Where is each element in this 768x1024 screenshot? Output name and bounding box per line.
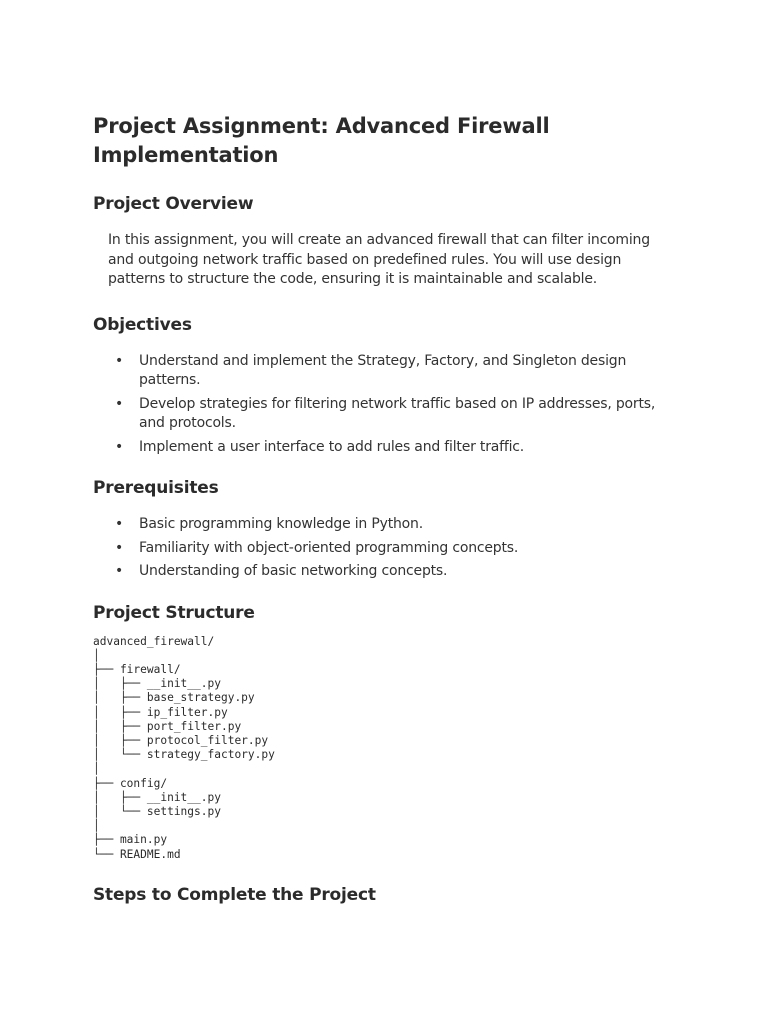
list-item	[93, 539, 658, 559]
structure-heading: Project Structure	[93, 602, 255, 623]
list-item-text: Familiarity with object-oriented programming concepts.	[139, 539, 519, 556]
project-tree: advanced_firewall/ │ ├── firewall/ │ ├── __init__.py │ ├── base_strategy.py │ ├── ip_filter.py │ ├── port_filter.py │ ├── protocol_filter.py │ └── strategy_factory.py │ ├── config/ │ ├── __init__.py │ └── settings.py │ ├── main.py └── README.md	[93, 634, 275, 861]
list-item-text: Understanding of basic networking concepts.	[139, 563, 448, 579]
bullet-icon: •	[115, 438, 124, 455]
bullet-icon: •	[115, 352, 124, 369]
bullet-icon: •	[115, 395, 124, 412]
prerequisites-heading: Prerequisites	[93, 478, 219, 498]
bullet-icon: •	[115, 516, 124, 532]
bullet-icon: •	[115, 563, 124, 579]
overview-heading: Project Overview	[93, 194, 254, 214]
list-item	[93, 515, 658, 535]
prerequisites-list	[93, 515, 658, 582]
steps-heading: Steps to Complete the Project	[93, 884, 376, 905]
list-item-text: Implement a user interface to add rules and filter traffic.	[139, 438, 525, 455]
list-item-text: Basic programming knowledge in Python.	[139, 516, 423, 532]
list-item	[93, 352, 658, 391]
bullet-icon: •	[115, 539, 124, 556]
list-item	[93, 395, 658, 434]
objectives-heading: Objectives	[93, 314, 192, 335]
page-title: Project Assignment: Advanced Firewall Implementation	[93, 114, 550, 167]
list-item	[93, 562, 658, 582]
list-item	[93, 438, 658, 458]
objectives-list	[93, 352, 658, 458]
overview-paragraph: In this assignment, you will create an advanced firewall that can filter incoming and outgoing network traffic based on predefined rules. You will use design patterns to structure the code, ensuring it is maintainable and scalable.	[108, 232, 650, 287]
list-item-text: Understand and implement the Strategy, Factory, and Singleton design patterns.	[139, 352, 627, 388]
list-item-text: Develop strategies for filtering network traffic based on IP addresses, ports, and protocols.	[139, 395, 656, 431]
